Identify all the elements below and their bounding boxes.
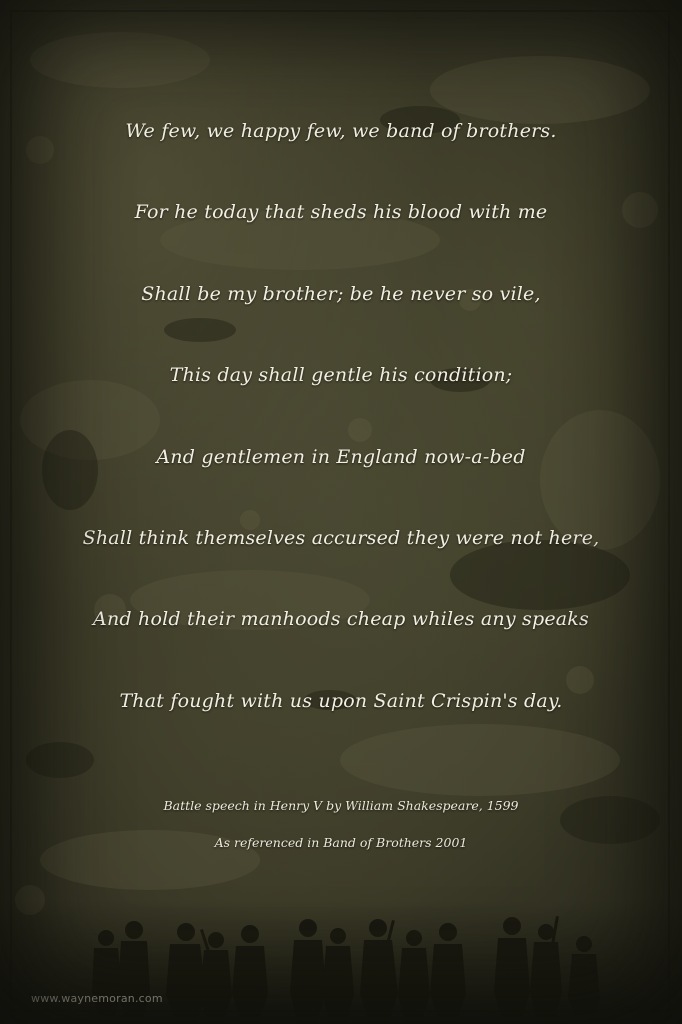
attribution: [0, 796, 682, 870]
speech-line: We few, we happy few, we band of brothers.: [125, 120, 557, 142]
speech-line: That fought with us upon Saint Crispin's day.: [119, 689, 563, 712]
source-credit: Battle speech in Henry V by William Shakespeare, 1599: [163, 798, 519, 813]
website-credit: www.waynemoran.com: [31, 992, 163, 1005]
speech-line: And gentlemen in England now-a-bed: [156, 445, 526, 468]
reference-credit: As referenced in Band of Brothers 2001: [214, 835, 468, 850]
speech-line: Shall think themselves accursed they were not here,: [82, 526, 600, 549]
speech-line: And hold their manhoods cheap whiles any speaks: [93, 608, 589, 631]
speech-line: For he today that sheds his blood with me: [134, 201, 548, 224]
speech-line: Shall be my brother; be he never so vile,: [141, 282, 541, 305]
speech-line: This day shall gentle his condition;: [169, 364, 513, 387]
soldier-silhouettes-image: [0, 900, 682, 1024]
speech-text: [0, 118, 682, 769]
